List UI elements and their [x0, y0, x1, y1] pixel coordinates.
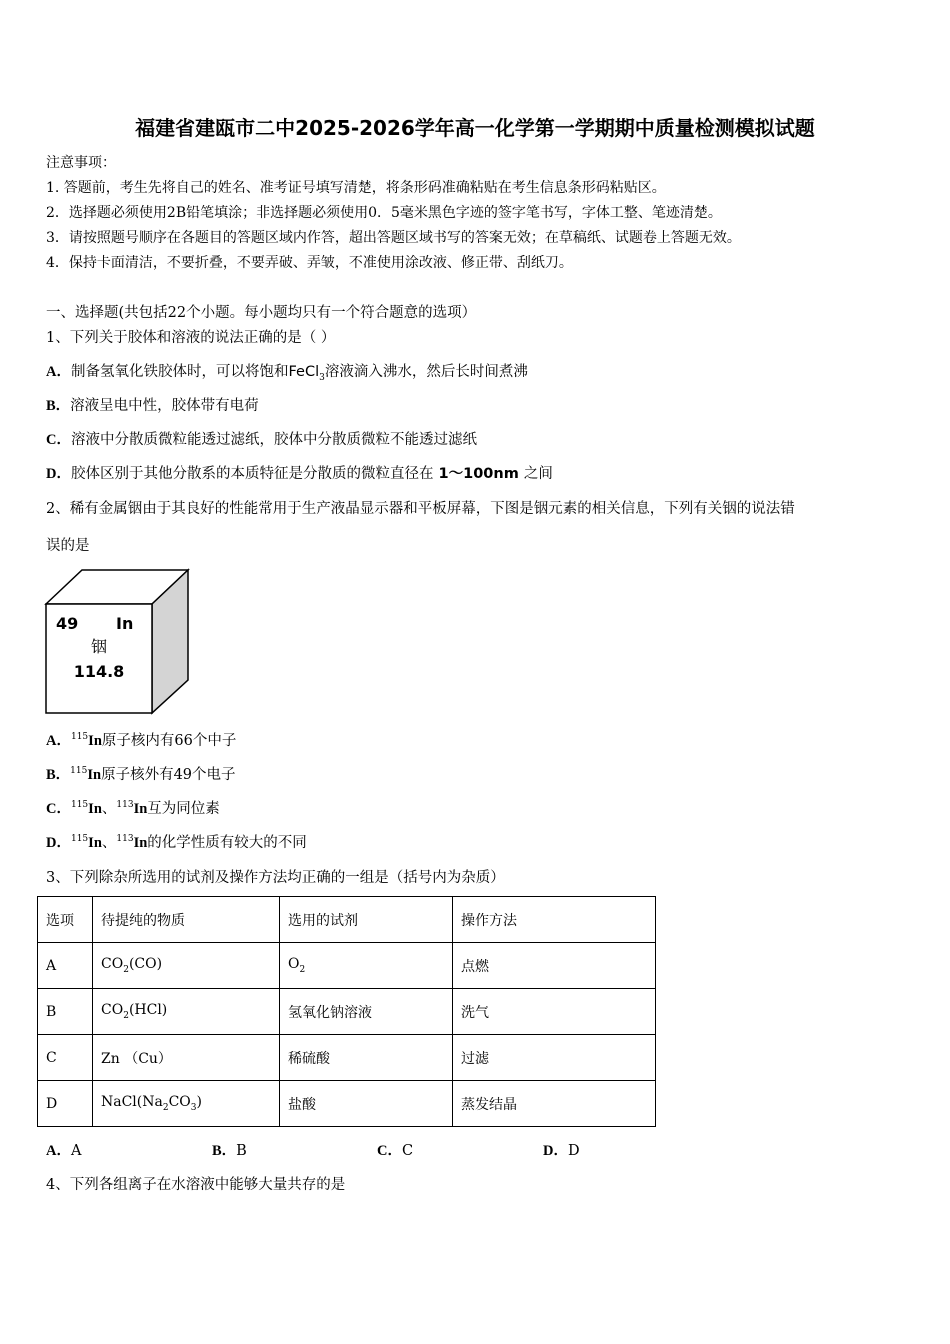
option-text: 胶体区别于其他分散系的本质特征是分散质的微粒直径在	[70, 466, 434, 482]
question-1-stem: 1、下列关于胶体和溶液的说法正确的是（ ）	[46, 330, 336, 346]
question-4-stem: 4、下列各组离子在水溶液中能够大量共存的是	[46, 1177, 346, 1193]
option-cell: D	[38, 1081, 93, 1127]
header-cell: 操作方法	[453, 897, 656, 943]
notice-item-2: 2．选择题必须使用2B铅笔填涂；非选择题必须使用0．5毫米黑色字迹的签字笔书写，字体工整、笔迹清楚。	[46, 205, 722, 221]
header-cell: 选用的试剂	[280, 897, 453, 943]
section-heading: 一、选择题(共包括22个小题。每小题均只有一个符合题意的选项）	[46, 305, 477, 321]
mass-number: 113	[116, 834, 134, 845]
header-cell: 待提纯的物质	[93, 897, 280, 943]
table-header-row	[38, 897, 656, 943]
notice-heading: 注意事项：	[46, 155, 116, 171]
size-range: 1～100nm	[433, 466, 524, 482]
option-text: 制备氢氧化铁胶体时，可以将饱和	[70, 364, 289, 380]
substance-cell: $CO_2(CO)$	[93, 943, 280, 989]
option-text-end: 溶液滴入沸水，然后长时间煮沸	[324, 364, 528, 380]
subscript: 3	[319, 372, 325, 383]
element-symbol: In	[116, 614, 134, 633]
atomic-mass: 114.8	[73, 662, 125, 681]
question-1-option-b	[46, 394, 259, 415]
option-letter: D．	[46, 835, 71, 851]
element-cube-figure	[40, 566, 195, 718]
notice-item-1: 1. 答题前，考生先将自己的姓名、准考证号填写清楚，将条形码准确粘贴在考生信息条形码粘贴区。	[46, 180, 666, 196]
chem-formula: FeCl	[288, 364, 320, 380]
option-text: 原子核外有49个电子	[101, 767, 236, 783]
question-1-option-c	[46, 428, 477, 449]
page-title: 福建省建瓯市二中2025-2026学年高一化学第一学期期中质量检测模拟试题	[135, 116, 815, 140]
reagent-cell: 盐酸	[280, 1081, 453, 1127]
question-1-option-d	[46, 462, 553, 483]
option-letter: C．	[46, 801, 71, 817]
method-cell: 过滤	[453, 1035, 656, 1081]
mass-number: 115	[70, 766, 88, 777]
method-cell: 蒸发结晶	[453, 1081, 656, 1127]
option-letter: D．	[46, 466, 71, 482]
reagent-cell: 稀硫酸	[280, 1035, 453, 1081]
question-1-option-a	[46, 360, 528, 383]
isotope-symbol: In	[88, 801, 102, 817]
option-letter: B．	[46, 767, 71, 783]
question-3-answer-d: D．D	[543, 1143, 580, 1159]
substance-cell: Zn （Cu）	[93, 1035, 280, 1081]
question-2-stem-line-1: 2、稀有金属铟由于其良好的性能常用于生产液晶显示器和平板屏幕，下图是铟元素的相关信息，下列有关铟的说法错	[46, 501, 795, 517]
reagent-cell: 氢氧化钠溶液	[280, 989, 453, 1035]
option-letter: A．	[46, 364, 71, 380]
question-3-answer-a: A．A	[46, 1143, 82, 1159]
table-row	[38, 989, 656, 1035]
mass-number: 115	[70, 800, 89, 811]
notice-item-4: 4．保持卡面清洁，不要折叠，不要弄破、弄皱，不准使用涂改液、修正带、刮纸刀。	[46, 255, 573, 271]
method-cell: 洗气	[453, 989, 656, 1035]
option-text-end: 之间	[523, 466, 553, 482]
notice-item-3: 3．请按照题号顺序在各题目的答题区域内作答，超出答题区域书写的答案无效；在草稿纸、试题卷上答题无效。	[46, 230, 741, 246]
separator: 、	[101, 801, 117, 817]
question-3-answer-b: B．B	[212, 1143, 247, 1159]
option-letter: A．	[46, 733, 71, 749]
element-name: 铟	[90, 637, 108, 656]
table-row	[38, 943, 656, 989]
method-cell: 点燃	[453, 943, 656, 989]
mass-number: 115	[70, 732, 89, 743]
question-2-stem-line-2: 误的是	[46, 538, 90, 554]
separator: 、	[101, 835, 117, 851]
option-letter: B．	[46, 398, 71, 414]
option-text: 互为同位素	[147, 801, 220, 817]
mass-number: 113	[116, 800, 134, 811]
question-2-option-c	[46, 797, 220, 818]
isotope-symbol: In	[133, 835, 148, 851]
option-text: 原子核内有66个中子	[101, 733, 237, 749]
isotope-symbol: In	[88, 733, 102, 749]
mass-number: 115	[70, 834, 89, 845]
option-text: 的化学性质有较大的不同	[147, 835, 307, 851]
substance-cell: $CO_2(HCl)$	[93, 989, 280, 1035]
option-cell: A	[38, 943, 93, 989]
isotope-symbol: In	[133, 801, 148, 817]
option-cell: C	[38, 1035, 93, 1081]
question-3-answer-c: C．C	[377, 1143, 414, 1159]
option-cell: B	[38, 989, 93, 1035]
table-row	[38, 1081, 656, 1127]
question-3-stem: 3、下列除杂所选用的试剂及操作方法均正确的一组是（括号内为杂质）	[46, 870, 505, 886]
atomic-number: 49	[56, 614, 79, 633]
reagent-cell: $O_2$	[280, 943, 453, 989]
purification-table	[37, 896, 656, 1127]
option-letter: C．	[46, 432, 71, 448]
table-row	[38, 1035, 656, 1081]
question-2-option-b	[46, 763, 236, 784]
option-text: 溶液呈电中性，胶体带有电荷	[70, 398, 259, 414]
question-2-option-d	[46, 831, 307, 852]
substance-cell: $NaCl(Na_2CO_3)$	[93, 1081, 280, 1127]
isotope-symbol: In	[88, 835, 102, 851]
option-text: 溶液中分散质微粒能透过滤纸，胶体中分散质微粒不能透过滤纸	[70, 432, 477, 448]
isotope-symbol: In	[87, 767, 102, 783]
header-cell: 选项	[38, 897, 93, 943]
question-2-option-a	[46, 729, 236, 750]
